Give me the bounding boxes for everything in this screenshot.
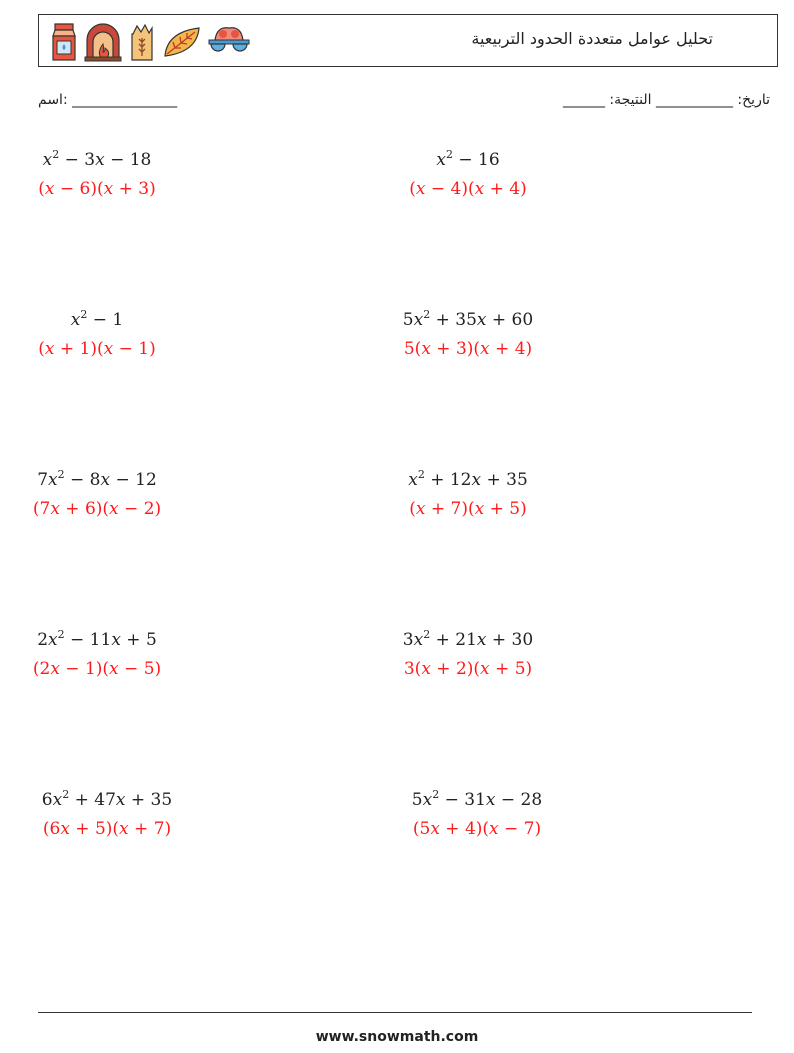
answer: (x − 4)(x + 4) — [409, 179, 527, 199]
question: $3x^2 + 21x + 30$ — [402, 628, 534, 650]
question: $6x^2 + 47x + 35$ — [41, 788, 173, 810]
footer-divider — [38, 1012, 752, 1013]
problem-10 — [352, 788, 602, 841]
problem-9 — [0, 788, 232, 841]
question: $x^2 - 1$ — [70, 308, 124, 330]
answer: 5(x + 3)(x + 4) — [403, 339, 533, 359]
problem-2 — [343, 148, 593, 201]
leaf-icon — [161, 22, 203, 62]
sunglasses-icon — [207, 22, 251, 62]
problem-7 — [0, 628, 222, 681]
question: $7x^2 - 8x - 12$ — [37, 468, 157, 490]
answer: (2x − 1)(x − 5) — [32, 659, 162, 679]
answer: (x − 6)(x + 3) — [38, 179, 156, 199]
name-field: اسم: _______________ — [38, 92, 178, 108]
header-icons — [49, 22, 251, 62]
question: $x^2 + 12x + 35$ — [408, 468, 528, 490]
date-score-field: ______ :تاريخ: ___________ النتيجة — [562, 92, 770, 108]
answer: 3(x + 2)(x + 5) — [403, 659, 533, 679]
problem-8 — [343, 628, 593, 681]
question: $2x^2 - 11x + 5$ — [37, 628, 157, 650]
question: $5x^2 + 35x + 60$ — [402, 308, 534, 330]
question: $5x^2 - 31x - 28$ — [411, 788, 543, 810]
problem-3 — [0, 308, 222, 361]
problem-6 — [343, 468, 593, 521]
fireplace-icon — [83, 22, 123, 62]
answer: (5x + 4)(x − 7) — [412, 819, 542, 839]
answer: (7x + 6)(x − 2) — [32, 499, 162, 519]
answer: (x + 1)(x − 1) — [38, 339, 156, 359]
question: $x^2 - 16$ — [436, 148, 500, 170]
header-box — [38, 14, 778, 67]
page-title: تحليل عوامل متعددة الحدود التربيعية — [471, 29, 713, 48]
question: $x^2 - 3x - 18$ — [42, 148, 152, 170]
problem-5 — [0, 468, 222, 521]
problem-1 — [0, 148, 222, 201]
footer-url[interactable]: www.snowmath.com — [315, 1029, 479, 1045]
answer: (6x + 5)(x + 7) — [42, 819, 172, 839]
problem-4 — [343, 308, 593, 361]
answer: (x + 7)(x + 5) — [409, 499, 527, 519]
wheat-bag-icon — [127, 22, 157, 62]
milk-carton-icon — [49, 22, 79, 62]
